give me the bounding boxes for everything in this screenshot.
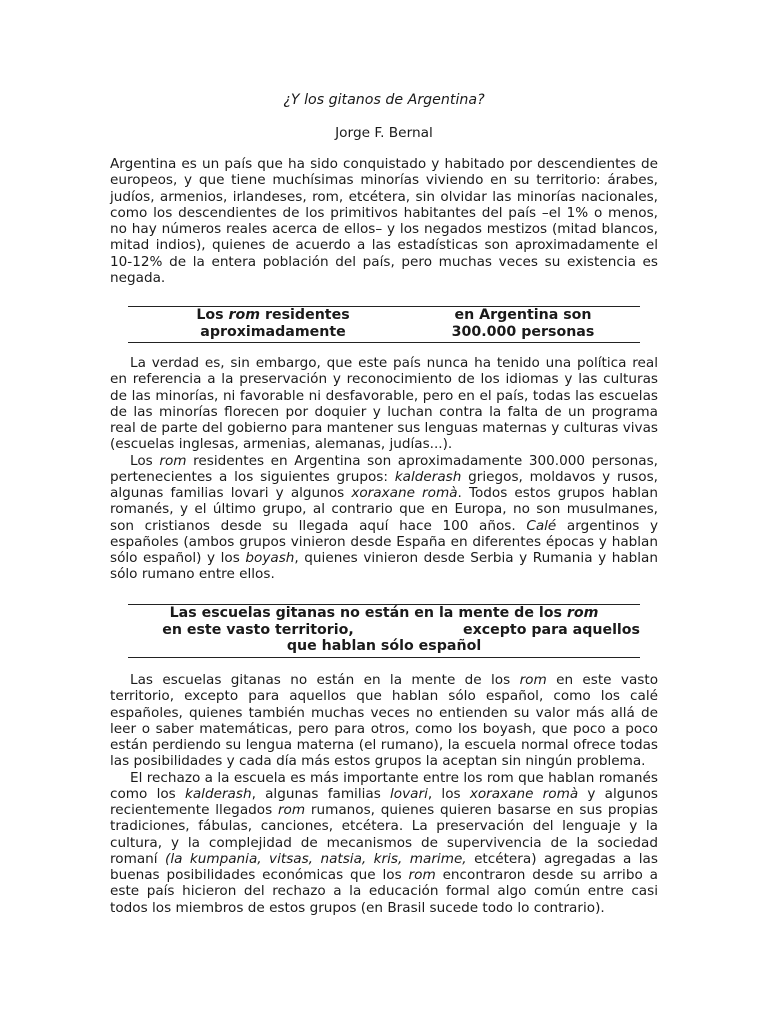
pull-quote-text: en Argentina son [454,307,592,323]
pull-quote-text: Los [196,307,229,323]
pull-quote-line [128,605,640,622]
text-emphasis: xoraxane romà [351,485,458,501]
pull-quote-line: en este vasto territorio, [162,622,354,638]
text-emphasis: lovari [390,785,428,802]
pull-quote-text: aproximadamente [200,323,346,340]
text-run: residentes en Argentina son aproximadamente 300.000 personas, pertenecientes a los siguientes grupos: [110,452,658,485]
text-emphasis: kalderash [184,785,252,802]
text-run: . Todos estos grupos hablan romanés, y el último grupo, al contrario que en Europa, no son musulmanes, son cristianos desde su llegada aquí hace 100 años. [110,485,658,534]
text-emphasis: rom [519,672,547,688]
text-emphasis: boyash [245,550,295,566]
document-author: Jorge F. Bernal [335,125,433,141]
paragraph-schools [110,672,658,770]
pull-quote-line: excepto para aquellos [462,622,640,638]
text-run: y algunos recientemente llegados [110,785,659,818]
text-emphasis: xoraxane romà [469,785,579,802]
text-emphasis: kalderash [394,468,462,485]
text-run: , quienes vinieron desde Serbia y Rumania y hablan sólo rumano entre ellos. [110,550,658,583]
paragraph-policy: La verdad es, sin embargo, que este país nunca ha tenido una política real en referencia a la preservación y reconocimiento de los idiomas y las culturas de las minorías, ni favorable ni desfavorable, pero en el país, todas las escuelas de las minorías florecen por doquier y luchan contra la falta de un programa real de parte del gobierno para mantener sus lenguas maternas y culturas vivas (escuelas inglesas, armenias, alemanas, judías...). [110,355,658,453]
pull-quote-text: 300.000 personas [451,323,595,340]
text-run: argentinos y españoles (ambos grupos vinieron desde España en diferentes épocas y hablan sólo español) y los [110,517,658,566]
pull-quote-right [388,307,658,340]
body-section-1 [110,355,658,583]
text-run: El rechazo a la escuela es más importante entre los rom que hablan romanés como los [110,769,658,802]
document-title: ¿Y los gitanos de Argentina? [283,92,485,108]
text-run: Los [130,452,160,469]
text-emphasis: rom [159,452,187,469]
pull-quote-emphasis: rom [228,307,261,323]
pull-quote-population [128,306,640,343]
pull-quote-text: Las escuelas gitanas no están en la mente de los [169,605,567,621]
pull-quote-line: que hablan sólo español [286,638,482,654]
pull-quote-text: residentes [260,307,350,323]
body-section-2 [110,672,658,916]
text-run: etcétera) agregadas a las buenas posibilidades económicas que los [110,850,658,883]
pull-quote-emphasis: rom [566,605,599,621]
text-emphasis: rom [277,802,306,818]
text-emphasis: (la kumpania, vitsas, natsia, kris, marime, [165,850,467,867]
text-run: Las escuelas gitanas no están en la mente de los [130,672,520,688]
paragraph-intro: Argentina es un país que ha sido conquistado y habitado por descendientes de europeos, y que tiene muchísimas minorías viviendo en su territorio: árabes, judíos, armenios, irlandeses, rom, etcétera, sin olvidar las minorías nacionales, como los descendientes de los primitivos habitantes del país –el 1% o menos, no hay números reales acerca de ellos– y los negados mestizos (mitad blancos, mitad indios), quienes de acuerdo a las estadísticas son aproximadamente el 10-12% de la entera población del país, pero muchas veces su existencia es negada. [110,156,658,286]
text-run: , algunas familias [251,785,391,802]
text-emphasis: rom [408,867,436,883]
text-run: griegos, moldavos y rusos, algunas familias lovari y algunos [110,468,658,501]
pull-quote-left [128,307,418,340]
text-run: , los [427,785,470,802]
pull-quote-schools [128,604,640,658]
paragraph-groups [110,453,658,583]
text-emphasis: Calé [526,517,557,534]
text-run: rumanos, quienes quieren basarse en sus propias tradiciones, fábulas, canciones, etcétera. La preservación del lenguaje y la cultura, y la complejidad de mecanismos de supervivencia de la sociedad romaní [110,802,658,867]
text-run: en este vasto territorio, excepto para aquellos que hablan sólo español, como los calé españoles, quienes también muchas veces no entienden su valor más allá de leer o saber matemáticas, pero para otros, como los boyash, que poco a poco están perdiendo su lengua materna (el rumano), la escuela normal ofrece todas las posibilidades y cada día más estos grupos la aceptan sin ningún problema. [110,672,659,770]
paragraph-rejection [110,770,658,916]
text-run: encontraron desde su arribo a este país hicieron del rechazo a la educación formal algo común entre casi todos los miembros de estos grupos (en Brasil sucede todo lo contrario). [110,867,658,916]
